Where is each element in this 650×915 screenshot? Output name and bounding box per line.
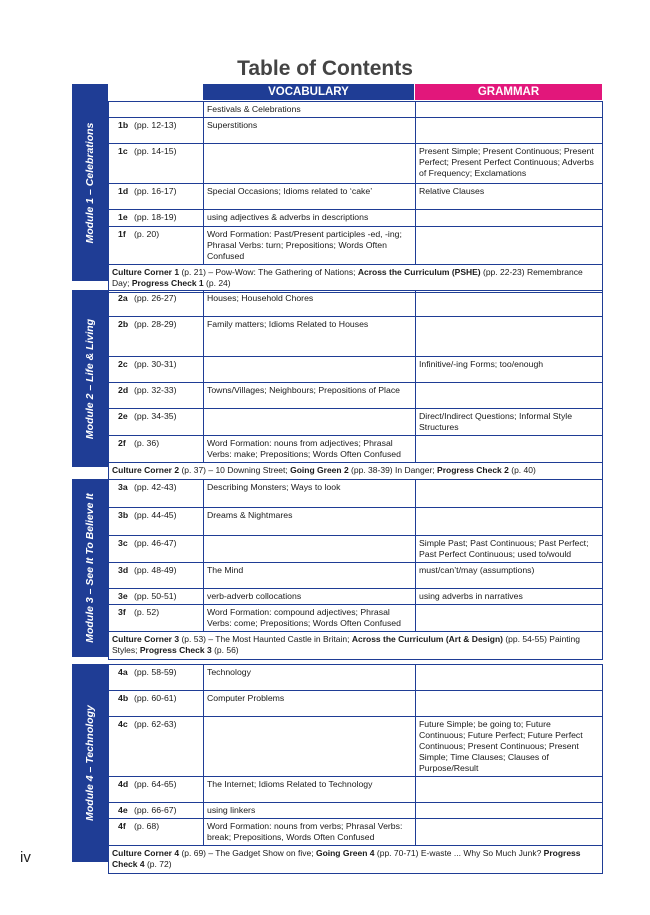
lesson-row bbox=[109, 819, 603, 846]
lesson-pages: (pp. 62-63) bbox=[134, 719, 177, 729]
footer-section-text: (p. 40) bbox=[508, 465, 536, 475]
page-title: Table of Contents bbox=[237, 57, 413, 80]
grammar-cell: Relative Clauses bbox=[416, 184, 603, 210]
lesson-row bbox=[109, 803, 603, 819]
vocabulary-cell bbox=[204, 409, 416, 436]
grammar-cell: Direct/Indirect Questions; Informal Style Structures bbox=[416, 409, 603, 436]
module-band bbox=[72, 290, 108, 467]
lesson-code: 1f bbox=[118, 229, 126, 239]
lesson-row bbox=[109, 480, 603, 508]
lesson-ref bbox=[109, 717, 204, 777]
vocabulary-cell: Houses; Household Chores bbox=[204, 291, 416, 317]
footer-section-title: Culture Corner 3 bbox=[112, 634, 180, 644]
footer-section-title: Culture Corner 4 bbox=[112, 848, 180, 858]
lesson-code: 1d bbox=[118, 186, 129, 196]
grammar-cell bbox=[416, 227, 603, 265]
grammar-cell bbox=[416, 665, 603, 691]
lesson-pages: (pp. 14-15) bbox=[134, 146, 177, 156]
lesson-row bbox=[109, 210, 603, 227]
lesson-ref bbox=[109, 665, 204, 691]
grammar-cell bbox=[416, 102, 603, 118]
lesson-ref bbox=[109, 436, 204, 463]
footer-section-title: Progress Check 2 bbox=[437, 465, 509, 475]
footer-section-title: Across the Curriculum (Art & Design) bbox=[351, 634, 503, 644]
lesson-code: 2c bbox=[118, 359, 128, 369]
lesson-ref bbox=[109, 227, 204, 265]
lesson-pages: (pp. 26-27) bbox=[134, 293, 177, 303]
vocabulary-cell bbox=[204, 717, 416, 777]
lesson-pages: (p. 68) bbox=[134, 821, 160, 831]
module-band bbox=[72, 479, 108, 657]
lesson-code: 2e bbox=[118, 411, 128, 421]
vocabulary-cell: The Mind bbox=[204, 563, 416, 589]
vocabulary-header: VOCABULARY bbox=[203, 84, 414, 100]
footer-section-text: (pp. 54-55) Painting Styles; bbox=[112, 634, 581, 655]
grammar-cell bbox=[416, 691, 603, 717]
lesson-pages: (pp. 58-59) bbox=[134, 667, 177, 677]
lesson-row bbox=[109, 436, 603, 463]
footer-section-text: (pp. 22-23) Remembrance Day; bbox=[112, 267, 583, 288]
footer-section-title: Progress Check 1 bbox=[131, 278, 204, 288]
lesson-row bbox=[109, 184, 603, 210]
lesson-row bbox=[109, 383, 603, 409]
lesson-ref bbox=[109, 536, 204, 563]
lesson-code: 4d bbox=[118, 779, 129, 789]
lesson-code: 1b bbox=[118, 120, 129, 130]
grammar-cell: Future Simple; be going to; Future Continuous; Future Perfect; Future Perfect Continuous; Present Continuous; Present Simple; Time Clauses; Clauses of Purpose/Result bbox=[416, 717, 603, 777]
module-footer bbox=[109, 632, 603, 660]
footer-section-title: Culture Corner 1 bbox=[112, 267, 180, 277]
vocabulary-cell: The Internet; Idioms Related to Technology bbox=[204, 777, 416, 803]
vocabulary-cell: Superstitions bbox=[204, 118, 416, 144]
lesson-row bbox=[109, 227, 603, 265]
lesson-code: 1e bbox=[118, 212, 128, 222]
module-table bbox=[108, 479, 603, 660]
page-number: iv bbox=[20, 849, 31, 866]
lesson-row bbox=[109, 536, 603, 563]
footer-section-text: (pp. 70-71) E-waste ... Why So Much Junk? bbox=[374, 848, 544, 858]
lesson-row bbox=[109, 589, 603, 605]
lesson-code: 4f bbox=[118, 821, 126, 831]
module-title: Module 2 – Life & Living bbox=[84, 318, 96, 439]
lesson-code: 2d bbox=[118, 385, 129, 395]
lesson-pages: (pp. 48-49) bbox=[134, 565, 177, 575]
lesson-pages: (pp. 66-67) bbox=[134, 805, 177, 815]
lesson-pages: (pp. 64-65) bbox=[134, 779, 177, 789]
footer-section-text: (p. 53) – The Most Haunted Castle in Britain; bbox=[179, 634, 352, 644]
grammar-cell: using adverbs in narratives bbox=[416, 589, 603, 605]
grammar-cell bbox=[416, 118, 603, 144]
vocabulary-cell: Technology bbox=[204, 665, 416, 691]
lesson-code: 3e bbox=[118, 591, 128, 601]
vocabulary-cell bbox=[204, 357, 416, 383]
vocabulary-cell bbox=[204, 536, 416, 563]
lesson-row bbox=[109, 144, 603, 184]
lesson-code: 3b bbox=[118, 510, 129, 520]
vocabulary-cell: Word Formation: nouns from verbs; Phrasal Verbs: break; Prepositions, Words Often Confused bbox=[204, 819, 416, 846]
grammar-cell: must/can’t/may (assumptions) bbox=[416, 563, 603, 589]
lesson-pages: (pp. 34-35) bbox=[134, 411, 177, 421]
lesson-code: 1c bbox=[118, 146, 128, 156]
lesson-ref bbox=[109, 589, 204, 605]
lesson-ref bbox=[109, 803, 204, 819]
vocabulary-cell: using linkers bbox=[204, 803, 416, 819]
lesson-code: 3a bbox=[118, 482, 128, 492]
vocabulary-cell: Describing Monsters; Ways to look bbox=[204, 480, 416, 508]
lesson-ref bbox=[109, 605, 204, 632]
vocabulary-cell: Special Occasions; Idioms related to ‘cake’ bbox=[204, 184, 416, 210]
grammar-cell bbox=[416, 383, 603, 409]
footer-section-title: Across the Curriculum (PSHE) bbox=[357, 267, 481, 277]
lesson-ref bbox=[109, 819, 204, 846]
footer-section-title: Culture Corner 2 bbox=[112, 465, 180, 475]
module-title: Module 1 – Celebrations bbox=[84, 122, 96, 243]
lesson-code: 2a bbox=[118, 293, 128, 303]
module-footer-row bbox=[109, 632, 603, 660]
lesson-pages: (pp. 60-61) bbox=[134, 693, 177, 703]
lesson-code: 4b bbox=[118, 693, 129, 703]
lesson-code: 2f bbox=[118, 438, 126, 448]
lesson-pages: (pp. 32-33) bbox=[134, 385, 177, 395]
module-title: Module 4 – Technology bbox=[84, 705, 96, 821]
module-table bbox=[108, 101, 603, 293]
lesson-row bbox=[109, 665, 603, 691]
grammar-cell bbox=[416, 819, 603, 846]
lesson-pages bbox=[132, 104, 134, 114]
lesson-code: 4a bbox=[118, 667, 128, 677]
lesson-pages: (pp. 50-51) bbox=[134, 591, 177, 601]
module-footer-row bbox=[109, 846, 603, 874]
grammar-cell: Present Simple; Present Continuous; Present Perfect; Present Perfect Continuous; Adverbs of Frequency; Exclamations bbox=[416, 144, 603, 184]
grammar-cell bbox=[416, 436, 603, 463]
module-footer bbox=[109, 463, 603, 480]
lesson-row bbox=[109, 717, 603, 777]
lesson-code: 2b bbox=[118, 319, 129, 329]
lesson-row bbox=[109, 357, 603, 383]
lesson-row bbox=[109, 118, 603, 144]
lesson-row bbox=[109, 605, 603, 632]
lesson-ref bbox=[109, 291, 204, 317]
lesson-ref bbox=[109, 383, 204, 409]
lesson-ref bbox=[109, 508, 204, 536]
lesson-row bbox=[109, 691, 603, 717]
vocabulary-cell: Word Formation: compound adjectives; Phrasal Verbs: come; Prepositions; Words Often Confused bbox=[204, 605, 416, 632]
lesson-ref bbox=[109, 777, 204, 803]
grammar-cell bbox=[416, 210, 603, 227]
lesson-pages: (p. 52) bbox=[134, 607, 160, 617]
module-title: Module 3 – See It To Believe It bbox=[84, 493, 96, 643]
grammar-cell bbox=[416, 777, 603, 803]
lesson-pages: (pp. 16-17) bbox=[134, 186, 177, 196]
lesson-pages: (pp. 28-29) bbox=[134, 319, 177, 329]
vocabulary-cell: Dreams & Nightmares bbox=[204, 508, 416, 536]
vocabulary-cell: Word Formation: Past/Present participles -ed, -ing; Phrasal Verbs: turn; Prepositions; Words Often Confused bbox=[204, 227, 416, 265]
footer-section-text: (p. 24) bbox=[203, 278, 231, 288]
lesson-ref bbox=[109, 144, 204, 184]
lesson-pages: (pp. 46-47) bbox=[134, 538, 177, 548]
module-band bbox=[72, 664, 108, 862]
footer-section-text: (pp. 38-39) In Danger; bbox=[348, 465, 438, 475]
vocabulary-cell: Computer Problems bbox=[204, 691, 416, 717]
grammar-cell bbox=[416, 291, 603, 317]
lesson-ref bbox=[109, 563, 204, 589]
vocabulary-cell: verb-adverb collocations bbox=[204, 589, 416, 605]
footer-section-title: Going Green 4 bbox=[315, 848, 375, 858]
lesson-pages: (pp. 30-31) bbox=[134, 359, 177, 369]
lesson-ref bbox=[109, 317, 204, 357]
lesson-pages: (p. 36) bbox=[134, 438, 160, 448]
module-footer-row bbox=[109, 265, 603, 293]
lesson-ref bbox=[109, 118, 204, 144]
module-table bbox=[108, 664, 603, 874]
lesson-ref bbox=[109, 480, 204, 508]
lesson-pages: (pp. 12-13) bbox=[134, 120, 177, 130]
lesson-pages: (pp. 44-45) bbox=[134, 510, 177, 520]
grammar-cell bbox=[416, 480, 603, 508]
lesson-ref bbox=[109, 102, 204, 118]
lesson-code: 3f bbox=[118, 607, 126, 617]
module-footer bbox=[109, 265, 603, 293]
lesson-ref bbox=[109, 184, 204, 210]
lesson-ref bbox=[109, 409, 204, 436]
lesson-ref bbox=[109, 691, 204, 717]
grammar-cell bbox=[416, 317, 603, 357]
grammar-cell bbox=[416, 508, 603, 536]
lesson-row bbox=[109, 563, 603, 589]
lesson-row bbox=[109, 409, 603, 436]
lesson-pages: (pp. 18-19) bbox=[134, 212, 177, 222]
footer-section-title: Going Green 2 bbox=[290, 465, 349, 475]
lesson-row bbox=[109, 291, 603, 317]
lesson-pages: (p. 20) bbox=[134, 229, 160, 239]
module-footer-row bbox=[109, 463, 603, 480]
footer-section-text: (p. 21) – Pow-Wow: The Gathering of Nations; bbox=[179, 267, 358, 277]
grammar-cell bbox=[416, 803, 603, 819]
lesson-row bbox=[109, 508, 603, 536]
lesson-row bbox=[109, 102, 603, 118]
footer-section-text: (p. 72) bbox=[144, 859, 172, 869]
lesson-code: 3c bbox=[118, 538, 128, 548]
vocabulary-cell: Towns/Villages; Neighbours; Prepositions of Place bbox=[204, 383, 416, 409]
lesson-code: 4e bbox=[118, 805, 128, 815]
footer-section-title: Progress Check 3 bbox=[139, 645, 212, 655]
footer-section-text: (p. 56) bbox=[211, 645, 239, 655]
lesson-pages: (pp. 42-43) bbox=[134, 482, 177, 492]
module-table bbox=[108, 290, 603, 480]
vocabulary-cell: Family matters; Idioms Related to Houses bbox=[204, 317, 416, 357]
grammar-cell bbox=[416, 605, 603, 632]
vocabulary-cell: using adjectives & adverbs in descriptions bbox=[204, 210, 416, 227]
lesson-row bbox=[109, 777, 603, 803]
grammar-cell: Simple Past; Past Continuous; Past Perfect; Past Perfect Continuous; used to/would bbox=[416, 536, 603, 563]
lesson-code: 4c bbox=[118, 719, 128, 729]
vocabulary-cell bbox=[204, 144, 416, 184]
lesson-ref bbox=[109, 210, 204, 227]
lesson-ref bbox=[109, 357, 204, 383]
grammar-cell: Infinitive/-ing Forms; too/enough bbox=[416, 357, 603, 383]
lesson-code: 3d bbox=[118, 565, 129, 575]
module-footer bbox=[109, 846, 603, 874]
lesson-row bbox=[109, 317, 603, 357]
vocabulary-cell: Word Formation: nouns from adjectives; Phrasal Verbs: make; Prepositions; Words Often Confused bbox=[204, 436, 416, 463]
vocabulary-cell: Festivals & Celebrations bbox=[204, 102, 416, 118]
grammar-header: GRAMMAR bbox=[415, 84, 602, 100]
footer-section-text: (p. 69) – The Gadget Show on five; bbox=[179, 848, 316, 858]
footer-section-text: (p. 37) – 10 Downing Street; bbox=[179, 465, 291, 475]
footer-section-title: Progress Check 4 bbox=[112, 848, 581, 869]
module-band bbox=[72, 84, 108, 281]
